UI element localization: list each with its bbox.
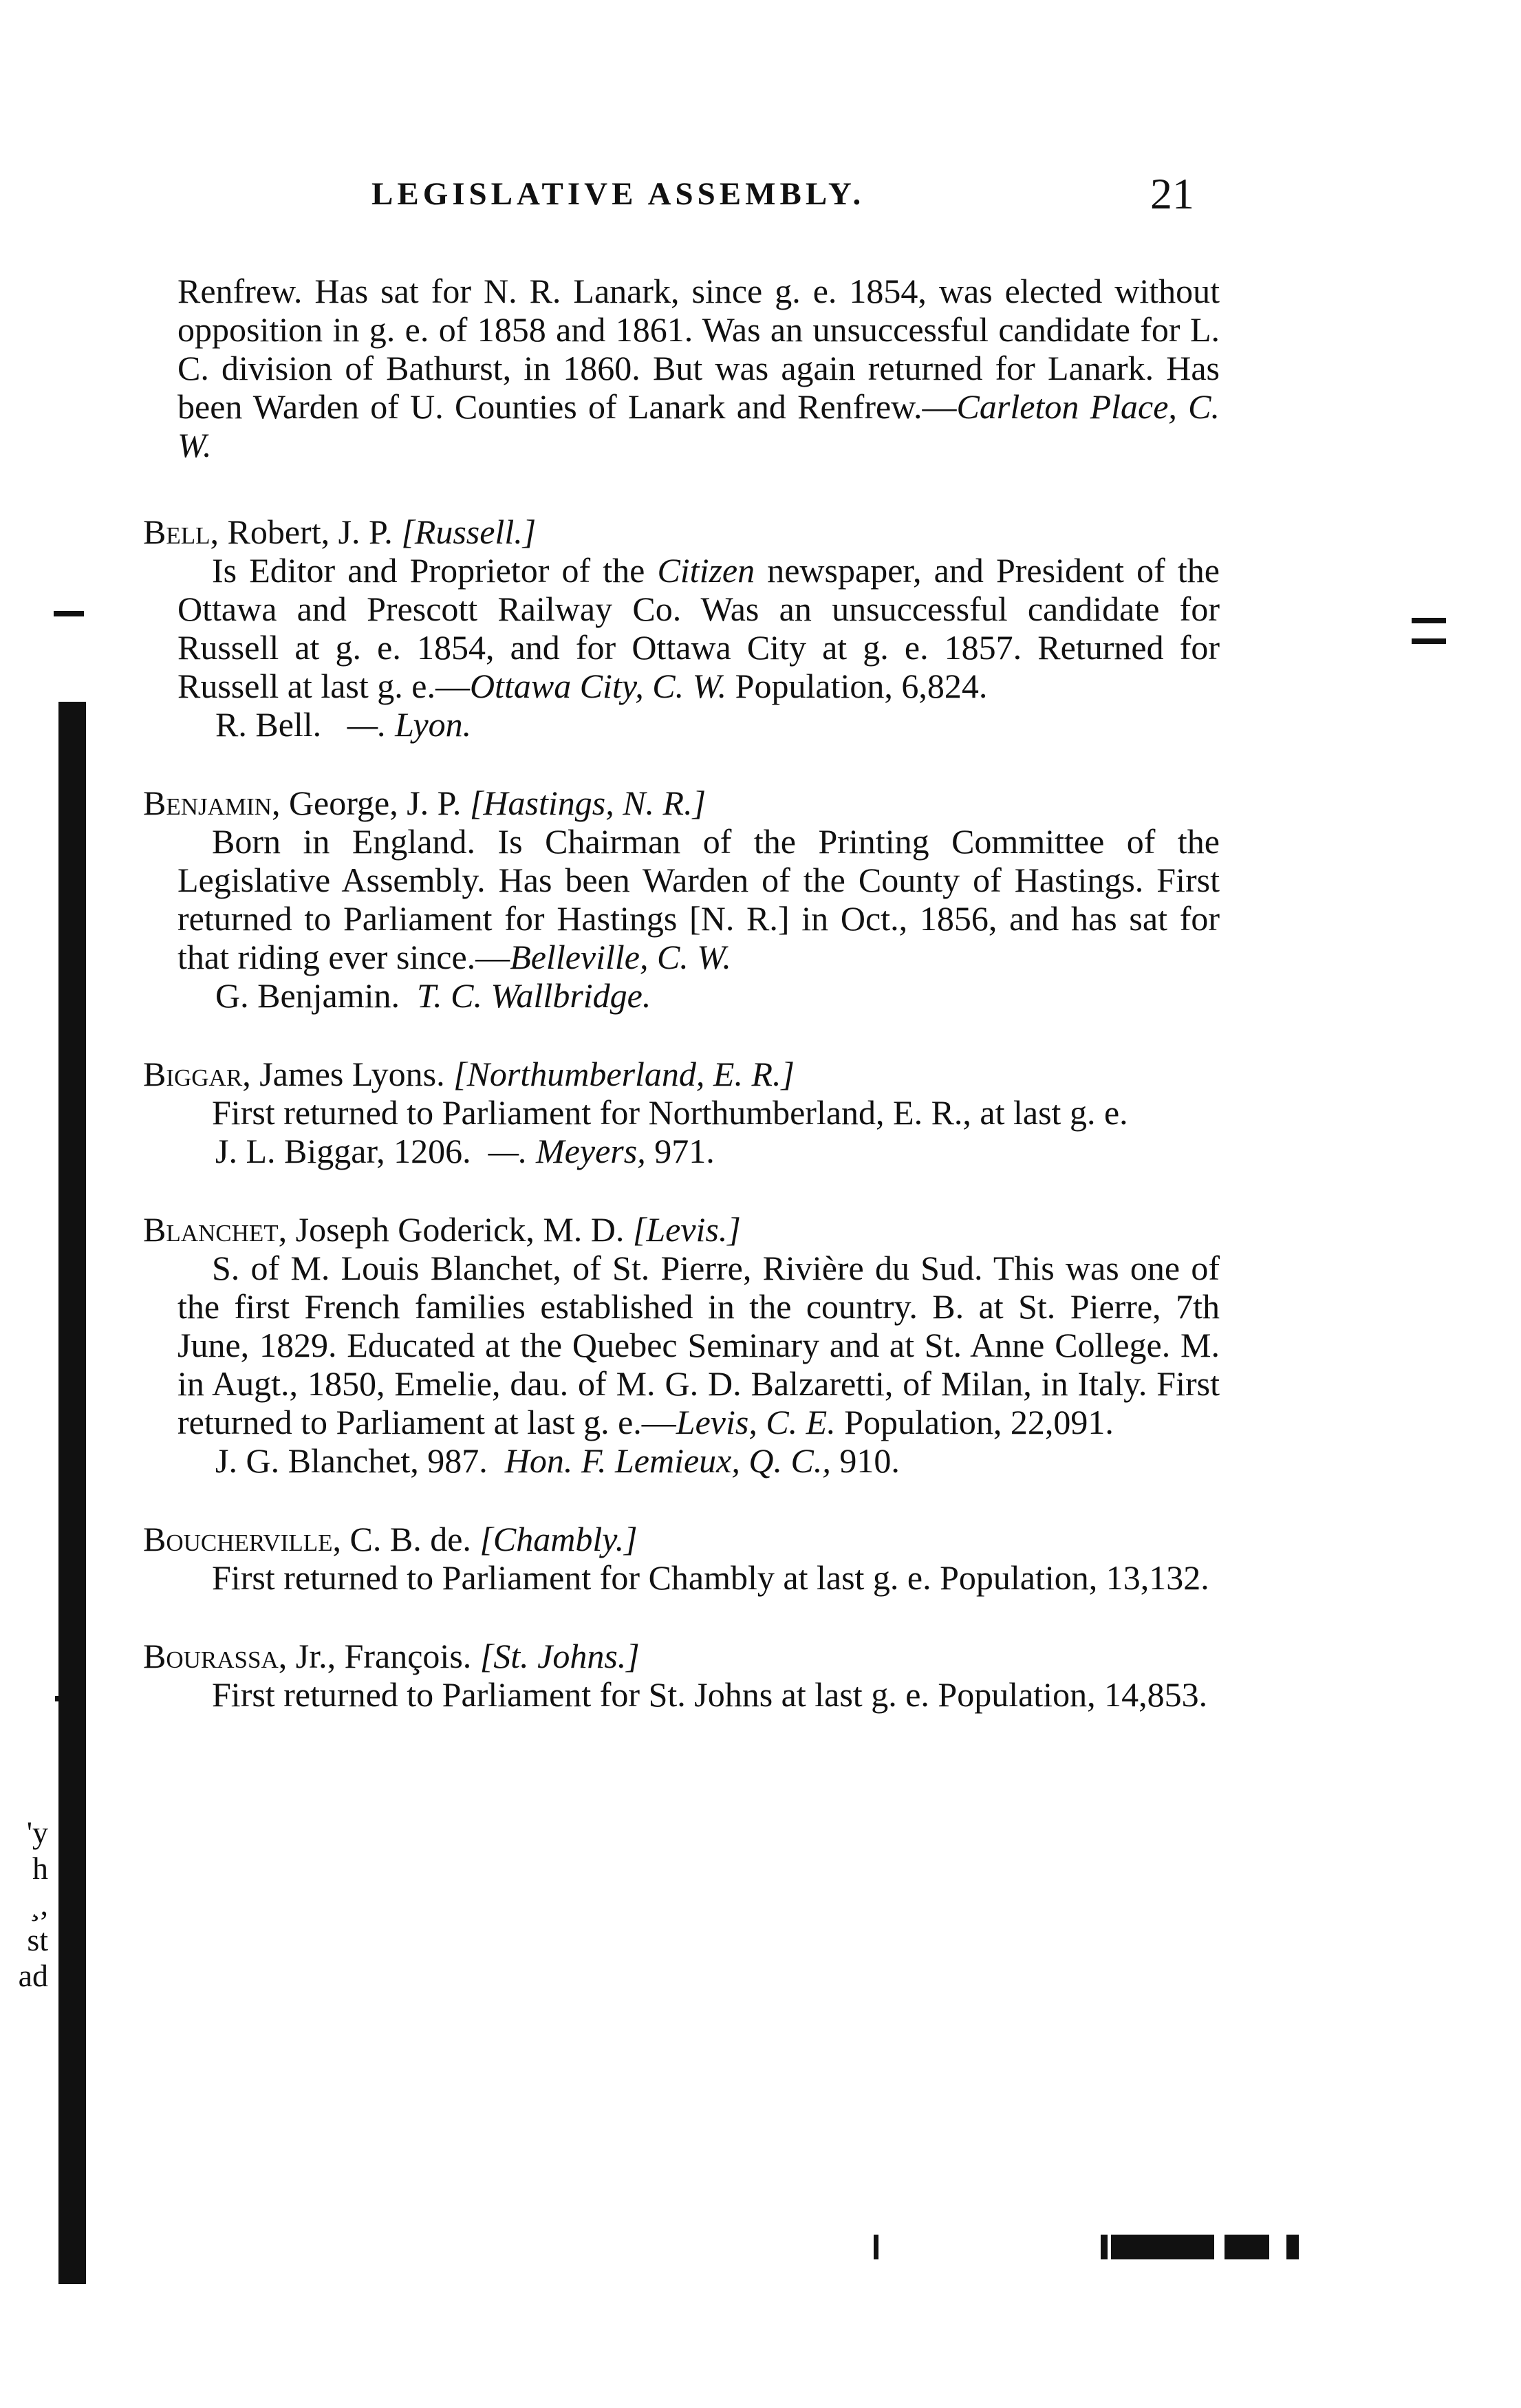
entry-heading bbox=[143, 1055, 1220, 1093]
bottom-margin-marks bbox=[874, 2235, 1321, 2262]
page-number: 21 bbox=[1150, 169, 1194, 218]
entry-surname: Bourassa bbox=[143, 1637, 279, 1675]
page-body bbox=[143, 272, 1220, 1754]
entry-bio bbox=[177, 551, 1220, 705]
votes-loser-count: 971. bbox=[645, 1132, 715, 1170]
entry-biggar bbox=[143, 1055, 1220, 1170]
entry-constituency: [Northumberland, E. R.] bbox=[453, 1055, 795, 1093]
margin-fragment: ad bbox=[18, 1958, 48, 1993]
votes-loser-count: 910. bbox=[830, 1441, 900, 1480]
running-head: LEGISLATIVE ASSEMBLY. bbox=[371, 176, 865, 212]
entry-heading bbox=[143, 513, 1220, 551]
entry-bio bbox=[177, 1675, 1220, 1714]
entry-constituency: [St. Johns.] bbox=[479, 1637, 640, 1675]
entry-place: Ottawa City, C. W. bbox=[469, 667, 727, 705]
entry-votes bbox=[177, 976, 1220, 1015]
entry-votes bbox=[177, 1441, 1220, 1480]
entry-constituency: [Hastings, N. R.] bbox=[469, 784, 706, 822]
entry-given-name: , Jr., François. bbox=[278, 1637, 472, 1675]
continued-text: Renfrew. Has sat for N. R. Lanark, since g. e. 1854, was elected without opposition in g. e. of 1858 and 1861. Was an unsuccessful candidate for L. C. division of Bathurst, in 1860. But was again returned for Lanark. Has been Warden of U. Counties of Lanark and Renfrew.— bbox=[177, 272, 1220, 426]
entry-heading bbox=[143, 1637, 1220, 1675]
page-header bbox=[0, 169, 1521, 230]
entry-bio-text: Is Editor and Proprietor of the bbox=[212, 551, 658, 590]
entry-heading bbox=[143, 1210, 1220, 1249]
entry-bio bbox=[177, 1249, 1220, 1441]
votes-winner: G. Benjamin. bbox=[215, 976, 400, 1015]
entry-heading bbox=[143, 784, 1220, 822]
entry-bio bbox=[177, 1558, 1220, 1597]
entry-constituency: [Levis.] bbox=[632, 1210, 741, 1249]
margin-fragment: st bbox=[27, 1922, 48, 1957]
votes-winner: J. L. Biggar, 1206. bbox=[215, 1132, 471, 1170]
entry-given-name: , James Lyons. bbox=[242, 1055, 445, 1093]
entry-bourassa bbox=[143, 1637, 1220, 1714]
entry-continued bbox=[177, 272, 1220, 464]
entry-place: Belleville, C. W. bbox=[510, 938, 731, 976]
margin-dash bbox=[55, 1696, 83, 1701]
left-margin-fragments bbox=[0, 1815, 48, 1994]
entry-bio-newspaper: Citizen bbox=[657, 551, 755, 590]
entry-population: Population, 22,091. bbox=[835, 1403, 1114, 1441]
entry-bio-text: First returned to Parliament for Northumberland, E. R., at last g. e. bbox=[212, 1093, 1128, 1132]
votes-winner: R. Bell. bbox=[215, 705, 322, 744]
entry-given-name: , Robert, J. P. bbox=[210, 513, 393, 551]
continued-place: Carleton Place, C. W. bbox=[177, 387, 1220, 464]
entry-blanchet bbox=[143, 1210, 1220, 1480]
votes-winner: J. G. Blanchet, 987. bbox=[215, 1441, 488, 1480]
entry-bio-text: newspaper, and President of the Ottawa and Prescott Railway Co. Was an unsuccessful candidate for Russell at g. e. 1854, and for Ottawa City at g. e. 1857. Returned for Russell at last g. e.— bbox=[177, 551, 1220, 705]
entry-bio-text: First returned to Parliament for Chambly at last g. e. Population, 13,132. bbox=[212, 1558, 1209, 1597]
entry-constituency: [Chambly.] bbox=[479, 1520, 638, 1558]
entry-bio-text: First returned to Parliament for St. Johns at last g. e. Population, 14,853. bbox=[212, 1675, 1208, 1714]
margin-fragment: 'y bbox=[26, 1815, 48, 1850]
entry-surname: Bell bbox=[143, 513, 211, 551]
binding-shadow-bar bbox=[58, 702, 86, 2284]
entry-surname: Biggar bbox=[143, 1055, 243, 1093]
margin-fragment: h bbox=[32, 1851, 48, 1886]
right-margin-marks bbox=[1412, 618, 1446, 645]
entry-given-name: , George, J. P. bbox=[271, 784, 462, 822]
entry-bio bbox=[177, 1093, 1220, 1132]
margin-fragment: ¸, bbox=[30, 1886, 48, 1922]
entry-given-name: , Joseph Goderick, M. D. bbox=[278, 1210, 625, 1249]
entry-bio bbox=[177, 822, 1220, 976]
entry-votes bbox=[177, 1132, 1220, 1170]
entry-population: Population, 6,824. bbox=[726, 667, 988, 705]
votes-loser: T. C. Wallbridge. bbox=[417, 976, 651, 1015]
entry-constituency: [Russell.] bbox=[401, 513, 537, 551]
entry-boucherville bbox=[143, 1520, 1220, 1597]
entry-given-name: , C. B. de. bbox=[332, 1520, 471, 1558]
entry-bio-text: Born in England. Is Chairman of the Printing Committee of the Legislative Assembly. Has been Warden of the County of Hastings. First returned to Parliament for Hastings [N. R.] in Oct., 1856, and has sat for that riding ever since.— bbox=[177, 822, 1220, 976]
entry-heading bbox=[143, 1520, 1220, 1558]
entry-place: Levis, C. E. bbox=[676, 1403, 836, 1441]
entry-surname: Benjamin bbox=[143, 784, 272, 822]
margin-dash bbox=[54, 611, 84, 616]
votes-loser: —. Meyers, bbox=[488, 1132, 646, 1170]
votes-loser: Hon. F. Lemieux, Q. C., bbox=[504, 1441, 831, 1480]
entry-surname: Blanchet bbox=[143, 1210, 279, 1249]
entry-benjamin bbox=[143, 784, 1220, 1015]
entry-bell bbox=[143, 513, 1220, 744]
entry-surname: Boucherville bbox=[143, 1520, 333, 1558]
entry-bio-text: S. of M. Louis Blanchet, of St. Pierre, Rivière du Sud. This was one of the first French families established in the country. B. at St. Pierre, 7th June, 1829. Educated at the Quebec Seminary and at St. Anne College. M. in Augt., 1850, Emelie, dau. of M. G. D. Balzaretti, of Milan, in Italy. First returned to Parliament at last g. e.— bbox=[177, 1249, 1220, 1441]
entry-votes bbox=[177, 705, 1220, 744]
votes-loser: —. Lyon. bbox=[347, 705, 472, 744]
